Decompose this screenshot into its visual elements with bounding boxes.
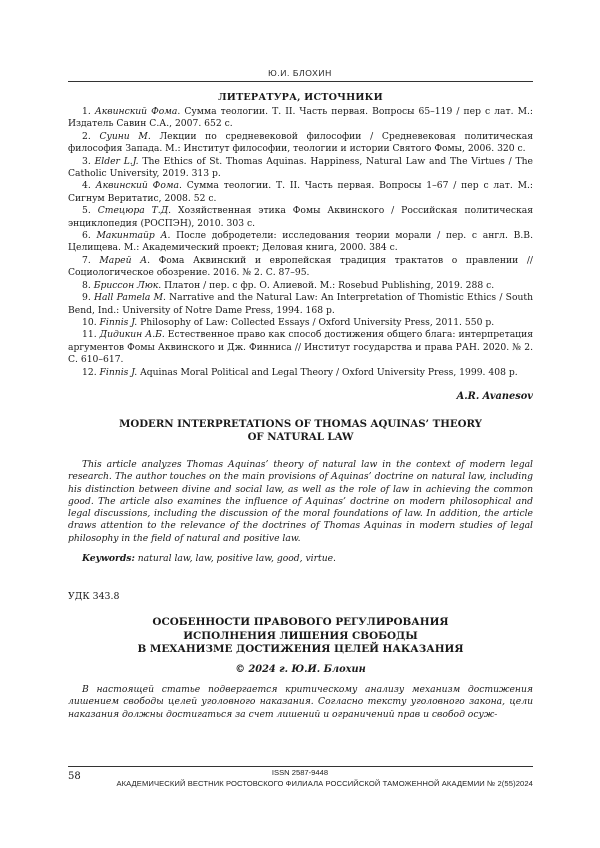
issn: ISSN 2587-9448 — [271, 768, 329, 777]
page-content — [68, 92, 533, 721]
english-abstract: This article analyzes Thomas Aquinas’ theory of natural law in the context of modern legal research. The author touches on the main provisions of Aquinas’ doctrine on natural law, including his distinction between divine and social law, as well as the role of law in achieving the common good. The article also examines the influence of Aquinas’ doctrine on modern philosophical and legal discussions, including the discussion of the moral foundations of law. In addition, the article draws attention to the relevance of the doctrines of Thomas Aquinas in modern studies of legal philosophy in the field of natural and positive law. — [68, 458, 533, 544]
reference-item: 10. Finnis J. Philosophy of Law: Collected Essays / Oxford University Press, 2011. 550 p. — [82, 316, 495, 328]
english-article-title — [68, 418, 533, 445]
keywords-label: Keywords: — [82, 553, 135, 565]
page-number: 58 — [68, 771, 81, 782]
references-list — [68, 106, 533, 379]
russian-abstract: В настоящей статье подвергается критическому анализу механизм достижения лишением свободы целей уголовного наказания. Согласно тексту уголовного закона, цели наказания должны достигаться за счет лишений и ограничений прав и свобод осуж- — [68, 683, 533, 720]
running-head: Ю.И. БЛОХИН — [268, 68, 332, 78]
reference-item: 7. Марей А. Фома Аквинский и европейская традиция трактатов о правлении // Социологическое обозрение. 2016. № 2. С. 87–95. — [68, 254, 534, 279]
keywords-text: natural law, law, positive law, good, virtue. — [134, 553, 336, 565]
references-title: ЛИТЕРАТУРА, ИСТОЧНИКИ — [218, 92, 383, 103]
reference-item: 4. Аквинский Фома. Сумма теологии. Т. II. Часть первая. Вопросы 1–67 / пер с лат. М.: Сигнум Веритатис, 2008. 52 с. — [68, 180, 534, 204]
reference-item: 5. Стецюра Т.Д. Хозяйственная этика Фомы Аквинского / Российская политическая энциклопедия (РОСПЭН), 2010. 303 с. — [68, 205, 533, 229]
udk-code: УДК 343.8 — [68, 591, 120, 603]
header-divider — [68, 81, 533, 82]
reference-item: 12. Finnis J. Aquinas Moral Political and Legal Theory / Oxford University Press, 1999. 408 p. — [82, 366, 518, 378]
reference-item: 9. Hall Pamela M. Narrative and the Natural Law: An Interpretation of Thomistic Ethics / South Bend, Ind.: University of Notre Dame Press, 1994. 168 p. — [68, 292, 533, 316]
copyright-author: © 2024 г. Ю.И. Блохин — [235, 663, 366, 675]
journal-name: АКАДЕМИЧЕСКИЙ ВЕСТНИК РОСТОВСКОГО ФИЛИАЛА РОССИЙСКОЙ ТАМОЖЕННОЙ АКАДЕМИИ № 2(55)2024 — [116, 779, 533, 788]
reference-item: 11. Дидикин А.Б. Естественное право как способ достижения общего блага: интерпретация аргументов Фомы Аквинского и Дж. Финниса // Институт государства и права РАН. 2020. № 2. С. 610–617. — [68, 329, 533, 366]
russian-title-line: ОСОБЕННОСТИ ПРАВОВОГО РЕГУЛИРОВАНИЯ — [152, 616, 449, 629]
reference-item: 2. Суини М. Лекции по средневековой философии / Средневековая политическая философия Запада. М.: Институт философии, теологии и истории Святого Фомы, 2006. 320 с. — [68, 130, 533, 155]
footer-divider — [68, 766, 533, 767]
keywords — [68, 553, 533, 565]
english-article-author: A.R. Avanesov — [456, 390, 533, 402]
reference-item: 6. Макинтайр А. После добродетели: исследования теории морали / пер. с англ. В.В. Целищева. М.: Академический проект; Деловая книга, 2000. 384 с. — [68, 230, 533, 254]
english-title-line: OF NATURAL LAW — [247, 431, 354, 444]
reference-item: 1. Аквинский Фома. Сумма теологии. Т. II. Часть первая. Вопросы 65–119 / пер с лат. М.: Издатель Савин С.А., 2007. 652 с. — [68, 106, 534, 130]
russian-article-title — [68, 616, 533, 656]
russian-title-line: В МЕХАНИЗМЕ ДОСТИЖЕНИЯ ЦЕЛЕЙ НАКАЗАНИЯ — [137, 642, 464, 655]
reference-item: 8. Бриссон Люк. Платон / пер. с фр. О. Алиевой. М.: Rosebud Publishing, 2019. 288 с. — [82, 279, 495, 291]
reference-item: 3. Elder L.J. The Ethics of St. Thomas Aquinas. Happiness, Natural Law and The Virtues / The Catholic University, 2019. 313 p. — [68, 155, 533, 180]
russian-title-line: ИСПОЛНЕНИЯ ЛИШЕНИЯ СВОБОДЫ — [183, 629, 418, 642]
english-title-line: MODERN INTERPRETATIONS OF THOMAS AQUINAS’ THEORY — [119, 417, 482, 430]
